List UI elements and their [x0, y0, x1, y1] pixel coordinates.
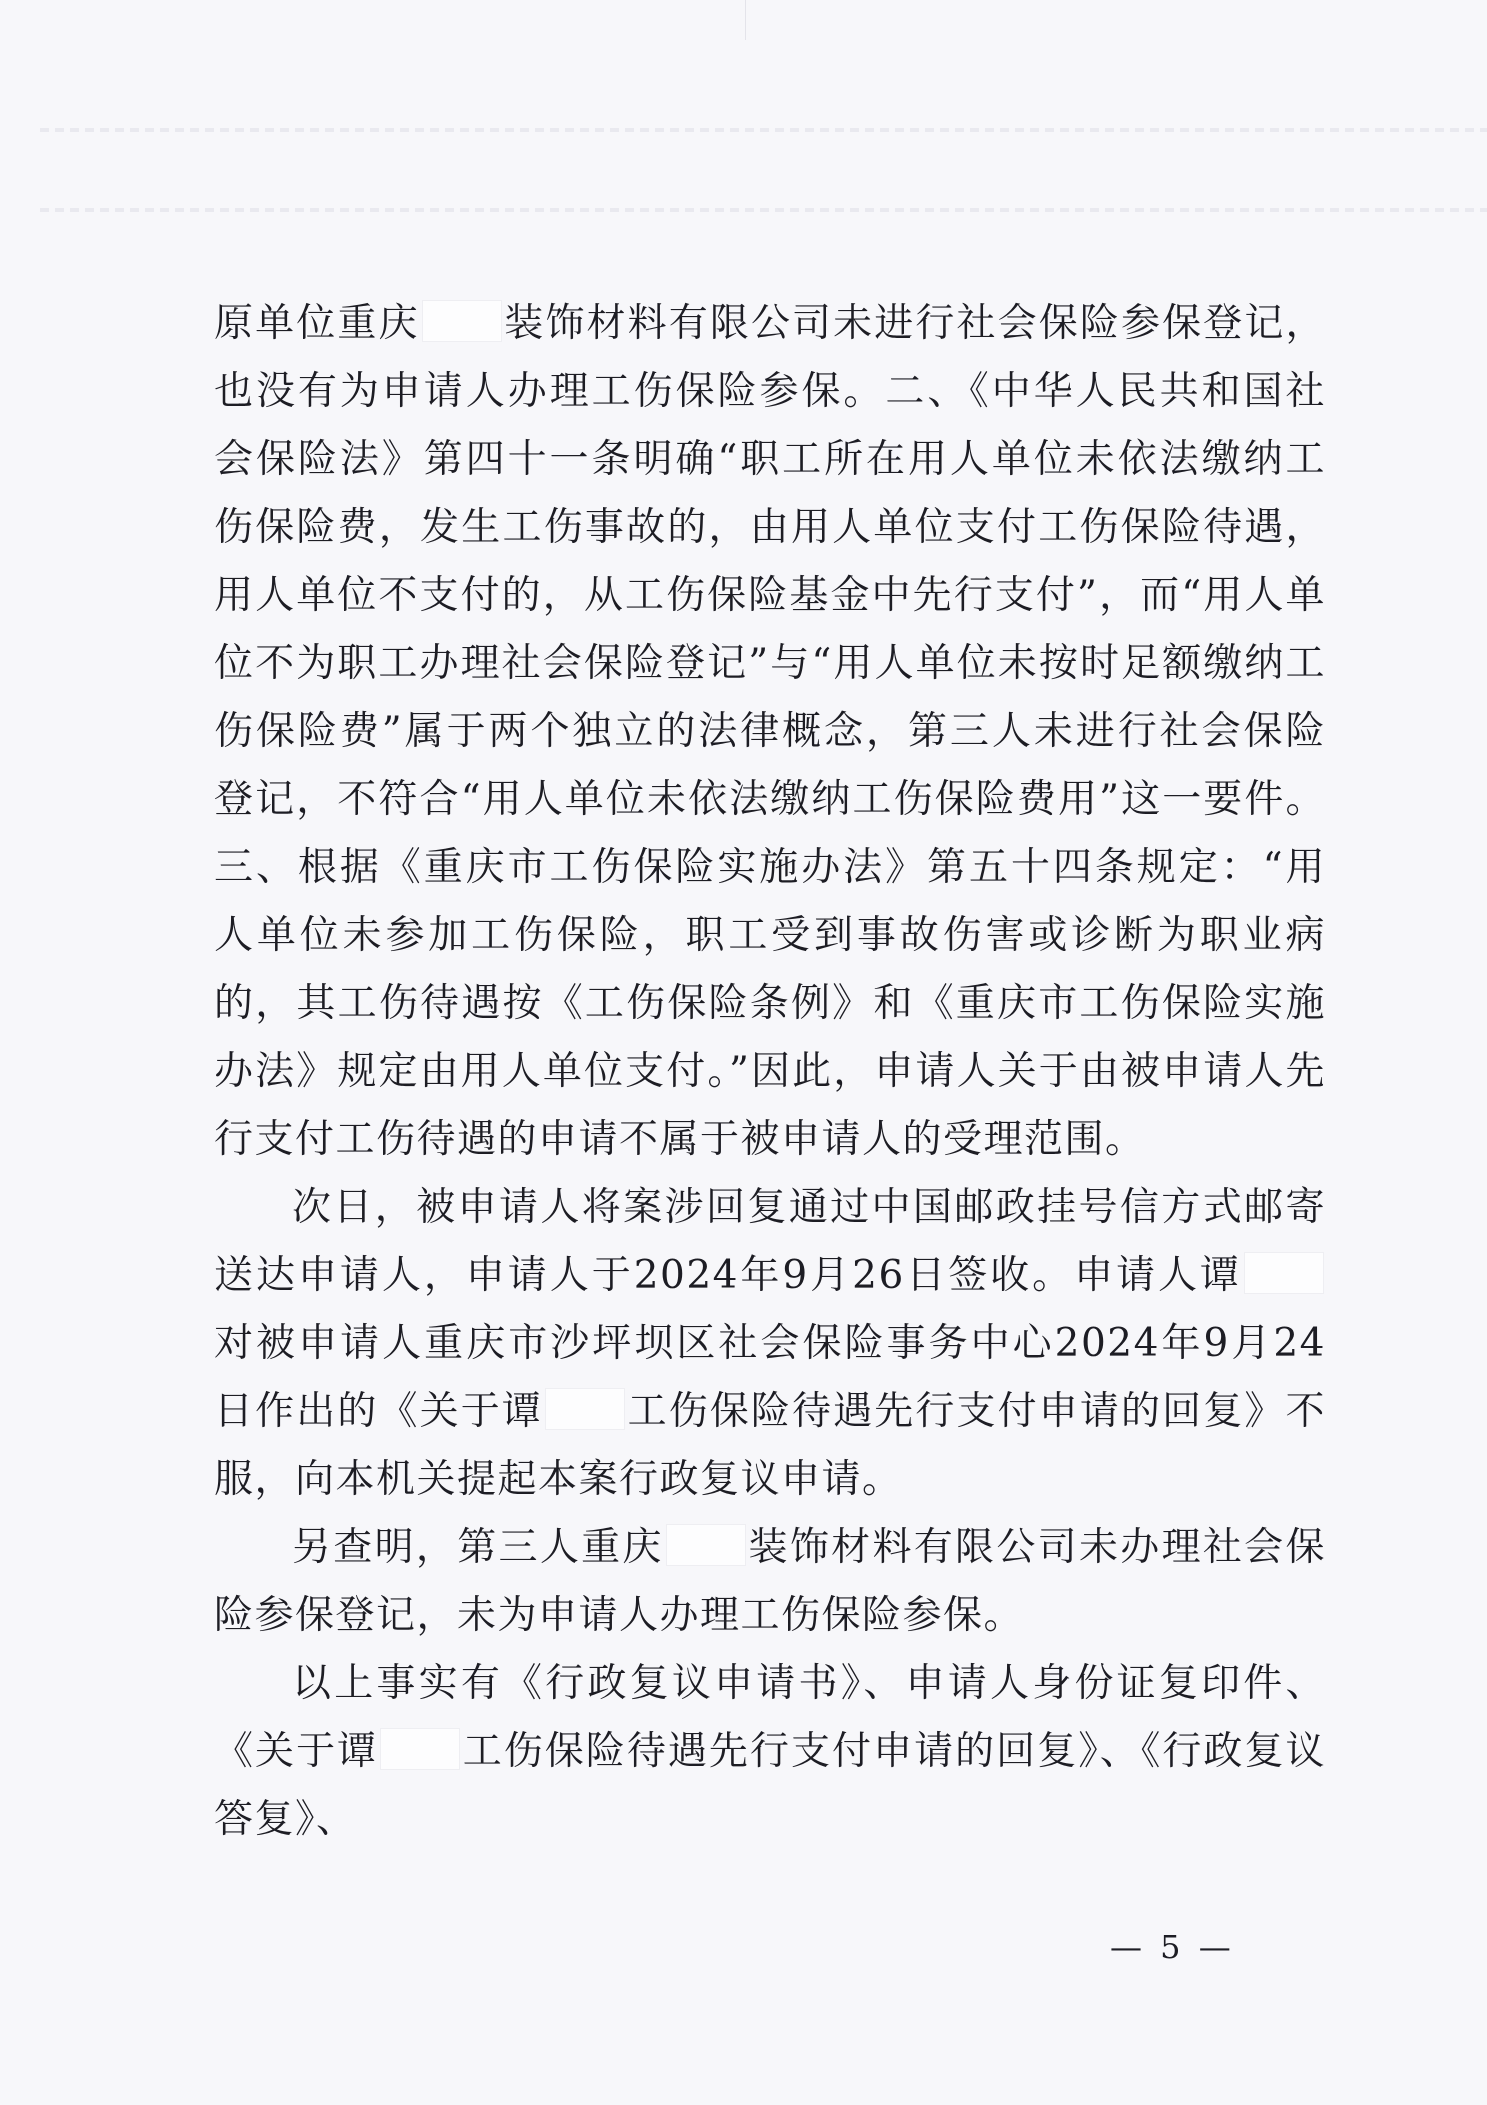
redaction-block: [666, 1524, 746, 1566]
document-body: [214, 290, 1326, 1854]
redaction-block: [380, 1728, 460, 1770]
paragraph-text: 另查明，第三人重庆: [292, 1525, 664, 1570]
paragraph-text: 工伤保险待遇先行支付申请的回复》不服，向本机关提起本案行政复议申请。: [214, 1389, 1326, 1502]
paragraph-text: 对被申请人重庆市沙坪坝区社会保险事务中心2024年9月24日作出的《关于谭: [214, 1321, 1326, 1434]
paragraph-text: 以上事实有《行政复议申请书》、申请人身份证复印件、《关于谭: [214, 1661, 1326, 1774]
paragraph-text: 原单位重庆: [214, 301, 420, 346]
scan-artifact-streak: [40, 128, 1487, 132]
page-number: — 5 —: [1110, 1928, 1235, 1966]
paragraph-text: 次日，被申请人将案涉回复通过中国邮政挂号信方式邮寄送达申请人，申请人于2024年9月26日签收。申请人谭: [214, 1185, 1326, 1298]
redaction-block: [422, 300, 502, 342]
paragraph-p4: [214, 1650, 1326, 1854]
redaction-block: [1244, 1252, 1324, 1294]
paragraph-text: 工伤保险待遇先行支付申请的回复》、《行政复议答复》、: [214, 1729, 1326, 1842]
scan-artifact-streak: [40, 208, 1487, 212]
scan-fold-line: [745, 0, 746, 40]
redaction-block: [545, 1388, 625, 1430]
paragraph-p2: [214, 1174, 1326, 1514]
paragraph-text: 装饰材料有限公司未进行社会保险参保登记，也没有为申请人办理工伤保险参保。二、《中华人民共和国社会保险法》第四十一条明确“职工所在用人单位未依法缴纳工伤保险费，发生工伤事故的，由用人单位支付工伤保险待遇，用人单位不支付的，从工伤保险基金中先行支付”，而“用人单位不为职工办理社会保险登记”与“用人单位未按时足额缴纳工伤保险费”属于两个独立的法律概念，第三人未进行社会保险登记，不符合“用人单位未依法缴纳工伤保险费用”这一要件。三、根据《重庆市工伤保险实施办法》第五十四条规定：“用人单位未参加工伤保险，职工受到事故伤害或诊断为职业病的，其工伤待遇按《工伤保险条例》和《重庆市工伤保险实施办法》规定由用人单位支付。”因此，申请人关于由被申请人先行支付工伤待遇的申请不属于被申请人的受理范围。: [214, 301, 1326, 1162]
paragraph-p1: [214, 290, 1326, 1174]
paragraph-text: 装饰材料有限公司未办理社会保险参保登记，未为申请人办理工伤保险参保。: [214, 1525, 1326, 1638]
paragraph-p3: [214, 1514, 1326, 1650]
